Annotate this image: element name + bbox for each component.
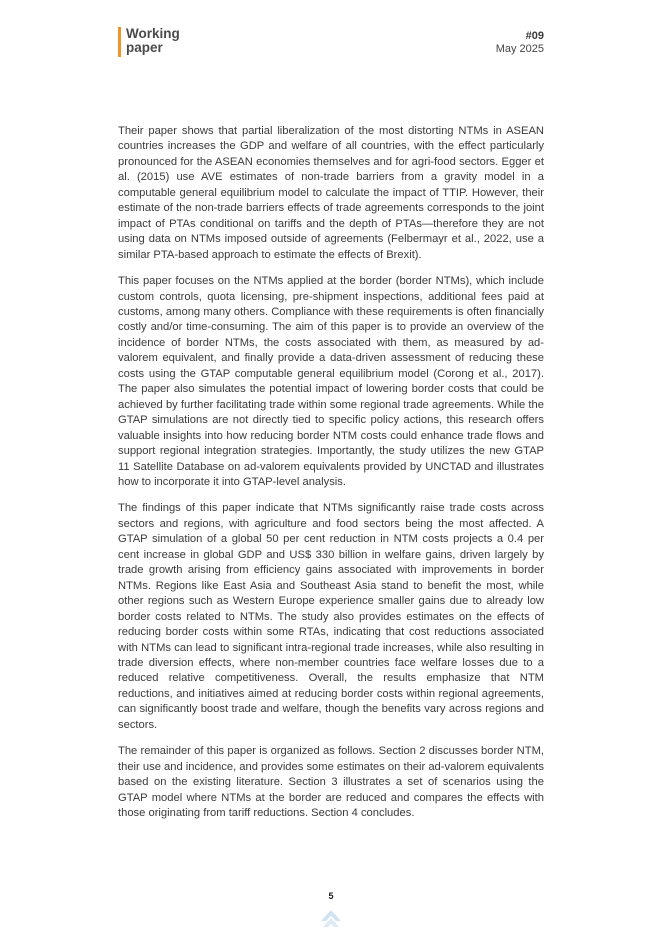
chevron-up-logo-icon — [319, 908, 343, 930]
issue-number: #09 — [525, 30, 544, 42]
document-meta — [496, 30, 544, 56]
paragraph-4: The remainder of this paper is organized as follows. Section 2 discusses border NTM, their use and incidence, and provides some estimates on their ad-valorem equivalents based on the existing literature. Section 3 illustrates a set of scenarios using the GTAP model where NTMs at the border are reduced and compares the effects with those originating from tariff reductions. Section 4 concludes. — [118, 745, 544, 820]
paragraph-2: This paper focuses on the NTMs applied at the border (border NTMs), which include custom controls, quota licensing, pre-shipment inspections, additional fees paid at customs, among many others. Compliance with these requirements is often financially costly and/or time-consuming. The aim of this paper is to provide an overview of the incidence of border NTMs, the costs associated with them, as measured by ad-valorem equivalent, and finally provide a data-driven assessment of reducing these costs using the GTAP computable general equilibrium model (Corong et al., 2017). The paper also simulates the potential impact of lowering border costs that could be achieved by further facilitating trade within some regional trade agreements. While the GTAP simulations are not directly tied to specific policy actions, this research offers valuable insights into how reducing border NTM costs could enhance trade flows and support regional integration strategies. Importantly, the study utilizes the new GTAP 11 Satellite Database on ad-valorem equivalents provided by UNCTAD and illustrates how to incorporate it into GTAP-level analysis. — [118, 275, 544, 488]
paragraph-1: Their paper shows that partial liberalization of the most distorting NTMs in ASEAN countries increases the GDP and welfare of all countries, with the effect particularly pronounced for the ASEAN economies themselves and for agri-food sectors. Egger et al. (2015) use AVE estimates of non-trade barriers from a gravity model in a computable general equilibrium model to calculate the impact of TTIP. However, their estimate of the non-trade barriers effects of trade agreements corresponds to the joint impact of PTAs conditional on tariffs and the depth of PTAs—therefore they are not using data on NTMs imposed outside of agreements (Felbermayr et al., 2022, use a similar PTA-based approach to estimate the effects of Brexit). — [118, 125, 544, 261]
page-number: 5 — [328, 891, 334, 901]
brand-line-paper: paper — [126, 40, 163, 55]
paragraph-3: The findings of this paper indicate that NTMs significantly raise trade costs across sectors and regions, with agriculture and food sectors being the most affected. A GTAP simulation of a global 50 per cent reduction in NTM costs projects a 0.4 per cent increase in global GDP and US$ 330 billion in welfare gains, driven largely by trade growth arising from efficiency gains associated with improvements in border NTMs. Regions like East Asia and Southeast Asia stand to benefit the most, while other regions such as Western Europe experience smaller gains due to already low border costs related to NTMs. The study also provides estimates on the effects of reducing border costs within some RTAs, indicating that cost reductions associated with NTMs can lead to significant intra-regional trade increases, while also resulting in trade diversion effects, where non-member countries face welfare losses due to a reduced relative competitiveness. Overall, the results emphasize that NTM reductions, and initiatives aimed at reducing border costs within regional agreements, can significantly boost trade and welfare, though the benefits vary across regions and sectors. — [118, 502, 544, 731]
brand-line-working: Working — [126, 26, 180, 41]
body-text — [118, 124, 544, 832]
working-paper-label — [118, 27, 180, 57]
publication-date: May 2025 — [495, 43, 544, 55]
